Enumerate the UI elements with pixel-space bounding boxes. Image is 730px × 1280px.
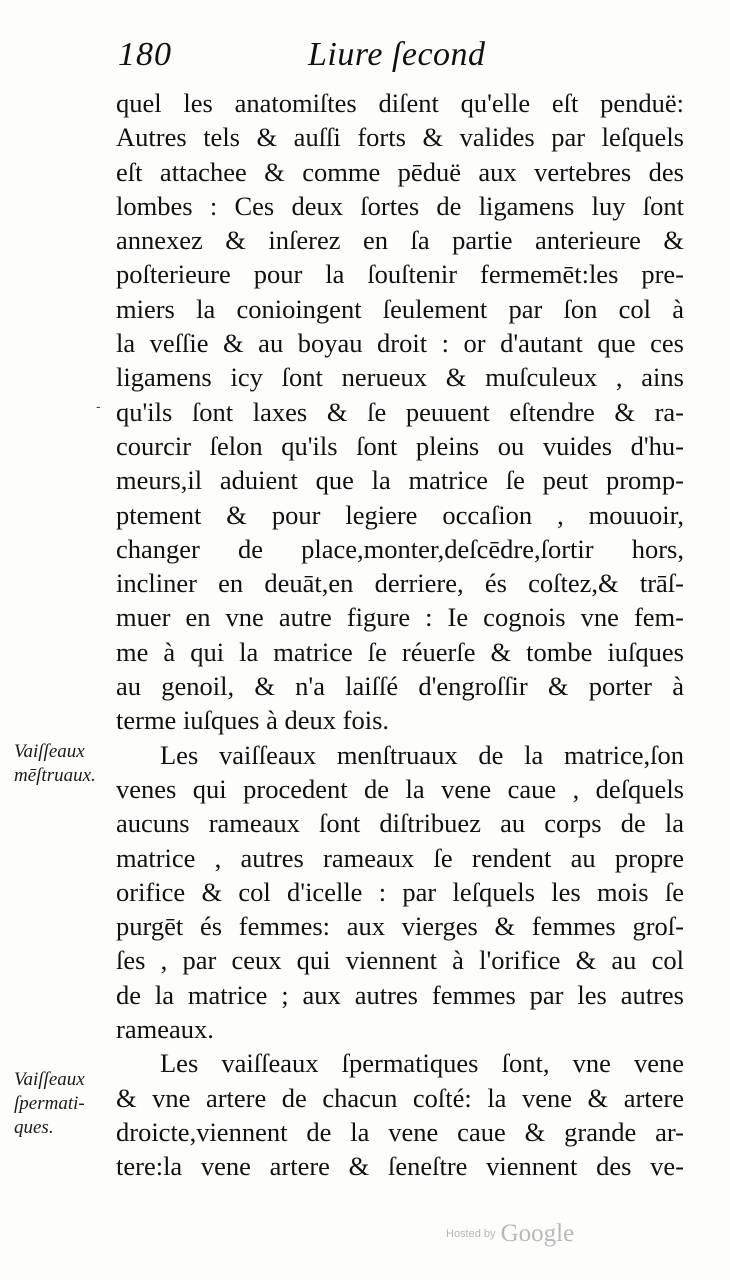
text-line: meurs,il aduient que la matrice ſe peut promp- [116,465,684,496]
text-line: aucuns rameaux ſont diſtribuez au corps de la [116,808,684,839]
text-line: changer de place,monter,deſcēdre,ſortir hors, [116,533,684,564]
margin-dash-mark: - [96,398,101,414]
text-line: courcir ſelon qu'ils ſont pleins ou vuides d'hu- [116,430,684,461]
margin-note-line: Vaiſſeaux [14,741,85,762]
text-line: matrice , autres rameaux ſe rendent au propre [116,842,684,873]
text-line: qu'ils ſont laxes & ſe peuuent eſtendre & ra- [116,396,684,427]
margin-note-spermatic-vessels [14,1068,85,1140]
margin-note-menstrual-vessels [14,740,96,788]
text-line: Autres tels & auſſi forts & valides par leſquels [116,122,684,153]
text-line: lombes : Ces deux ſortes de ligamens luy ſont [116,190,684,221]
text-line: muer en vne autre figure : Ie cognois vne fem- [116,602,684,633]
page-number: 180 [118,36,172,73]
paragraph-start-line: Les vaiſſeaux ſpermatiques ſont, vne vene [160,1048,684,1079]
text-line: au genoil, & n'a laiſſé d'engroſſir & porter à [116,671,684,702]
text-line: incliner en deuāt,en derriere, és coſtez,& trāſ- [116,568,684,599]
text-line: purgēt és femmes: aux vierges & femmes groſ- [116,911,684,942]
text-line: quel les anatomiſtes diſent qu'elle eſt penduë: [116,88,684,118]
digitization-footer [446,1220,574,1250]
text-line: annexez & inſerez en ſa partie anterieure & [116,225,684,256]
text-line: la veſſie & au boyau droit : or d'autant que ces [116,328,684,359]
running-head: Liure ſecond [308,36,486,73]
hosted-by-label: Hosted by [446,1228,496,1240]
body-text [116,86,684,1184]
text-line: tere:la vene artere & ſeneſtre viennent des ve- [116,1151,684,1182]
margin-note-line: ques. [14,1117,54,1138]
text-line: orifice & col d'icelle : par leſquels les mois ſe [116,876,684,907]
google-logo: Google [500,1220,575,1247]
text-line: ptement & pour legiere occaſion , mouuoir, [116,499,684,530]
margin-note-line: mēſtruaux. [14,765,96,786]
text-line: & vne artere de chacun coſté: la vene & artere [116,1082,684,1113]
text-line: miers la conioingent ſeulement par ſon col à [116,293,684,324]
margin-note-line: ſpermati- [14,1093,85,1114]
text-line: poſterieure pour la ſouſtenir fermemēt:les pre- [116,259,684,290]
paragraph-end-line: terme iuſques à deux fois. [116,705,390,736]
text-line: venes qui procedent de la vene caue , deſquels [116,773,684,804]
text-line: ſes , par ceux qui viennent à l'orifice & au col [116,945,684,976]
text-line: de la matrice ; aux autres femmes par les autres [116,979,684,1010]
text-line: me à qui la matrice ſe réuerſe & tombe iuſques [116,636,684,667]
paragraph-start-line: Les vaiſſeaux menſtruaux de la matrice,ſon [160,739,684,770]
text-line: ligamens icy ſont nerueux & muſculeux , ains [116,362,684,393]
margin-note-line: Vaiſſeaux [14,1069,85,1090]
text-line: eſt attachee & comme pēduë aux vertebres des [116,156,684,187]
text-line: droicte,viennent de la vene caue & grande ar- [116,1116,684,1147]
paragraph-end-line: rameaux. [116,1014,214,1045]
page-header [118,36,688,80]
